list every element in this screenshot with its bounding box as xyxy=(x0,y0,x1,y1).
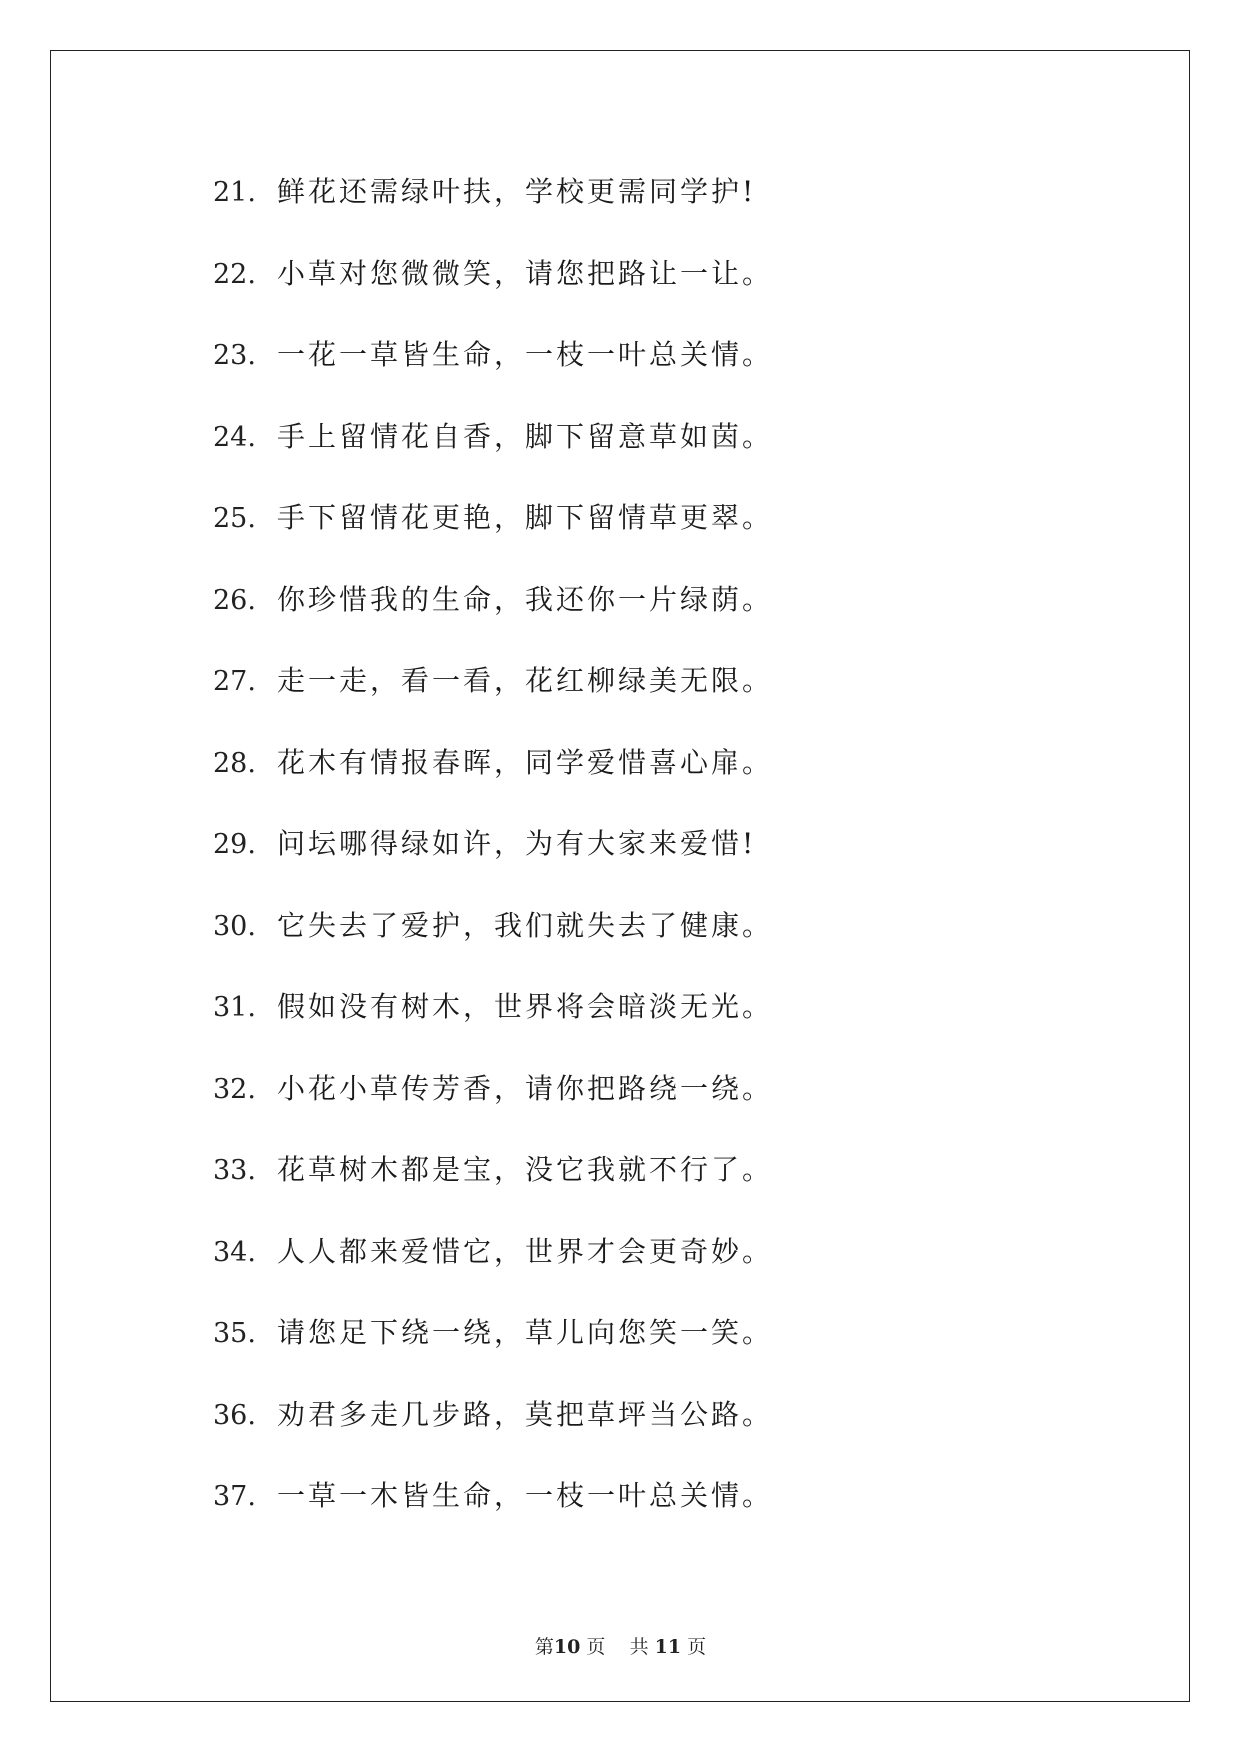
item-text: 小草对您微微笑，请您把路让一让。 xyxy=(277,256,774,290)
slogan-list xyxy=(213,166,773,1552)
item-number: 26. xyxy=(213,584,256,616)
list-item xyxy=(213,981,773,1063)
item-number: 31. xyxy=(213,992,256,1023)
item-text: 一花一草皆生命，一枝一叶总关情。 xyxy=(277,338,774,371)
item-text: 花草树木都是宝，没它我就不行了。 xyxy=(277,1153,774,1186)
item-number: 30. xyxy=(213,910,256,942)
item-number: 36. xyxy=(213,1399,256,1431)
item-text: 手下留情花更艳，脚下留情草更翠。 xyxy=(277,501,774,534)
item-text: 它失去了爱护，我们就失去了健康。 xyxy=(277,908,774,942)
item-text: 劝君多走几步路，莫把草坪当公路。 xyxy=(277,1397,774,1431)
item-number: 28. xyxy=(213,747,256,779)
item-text: 花木有情报春晖，同学爱惜喜心扉。 xyxy=(277,745,774,779)
page-number-suffix: 页 xyxy=(586,1636,606,1658)
item-text: 小花小草传芳香，请你把路绕一绕。 xyxy=(277,1071,774,1105)
list-item xyxy=(213,1226,773,1308)
item-text: 手上留情花自香，脚下留意草如茵。 xyxy=(277,419,774,453)
item-number: 37. xyxy=(213,1481,256,1512)
item-number: 21. xyxy=(213,177,256,208)
list-item xyxy=(213,655,773,737)
list-item xyxy=(213,1389,773,1471)
list-item xyxy=(213,248,773,330)
list-item xyxy=(213,900,773,982)
item-text: 走一走，看一看，花红柳绿美无限。 xyxy=(277,664,774,697)
item-text: 鲜花还需绿叶扶，学校更需同学护! xyxy=(277,175,757,208)
list-item xyxy=(213,329,773,411)
item-number: 34. xyxy=(213,1236,256,1268)
current-page-number: 10 xyxy=(553,1636,581,1658)
item-text: 一草一木皆生命，一枝一叶总关情。 xyxy=(277,1479,774,1512)
list-item xyxy=(213,737,773,819)
item-number: 29. xyxy=(213,829,256,860)
item-number: 22. xyxy=(213,258,256,290)
item-number: 33. xyxy=(213,1155,256,1186)
total-page-count: 11 xyxy=(654,1636,682,1658)
item-number: 25. xyxy=(213,503,256,534)
list-item xyxy=(213,574,773,656)
list-item xyxy=(213,1470,773,1552)
list-item xyxy=(213,1063,773,1145)
list-item xyxy=(213,818,773,900)
page-number-prefix: 第 xyxy=(534,1636,554,1658)
page-footer xyxy=(0,1632,1241,1659)
item-text: 假如没有树木，世界将会暗淡无光。 xyxy=(277,990,774,1023)
total-pages-prefix: 共 xyxy=(629,1636,649,1658)
item-text: 请您足下绕一绕，草儿向您笑一笑。 xyxy=(277,1316,774,1349)
list-item xyxy=(213,492,773,574)
item-number: 23. xyxy=(213,340,256,371)
total-pages-suffix: 页 xyxy=(687,1636,707,1658)
item-text: 你珍惜我的生命，我还你一片绿荫。 xyxy=(277,582,774,616)
item-number: 32. xyxy=(213,1073,256,1105)
item-text: 人人都来爱惜它，世界才会更奇妙。 xyxy=(277,1234,774,1268)
list-item xyxy=(213,1307,773,1389)
item-text: 问坛哪得绿如许，为有大家来爱惜! xyxy=(277,827,757,860)
item-number: 24. xyxy=(213,421,256,453)
item-number: 27. xyxy=(213,666,256,697)
list-item xyxy=(213,411,773,493)
item-number: 35. xyxy=(213,1318,256,1349)
list-item xyxy=(213,166,773,248)
list-item xyxy=(213,1144,773,1226)
